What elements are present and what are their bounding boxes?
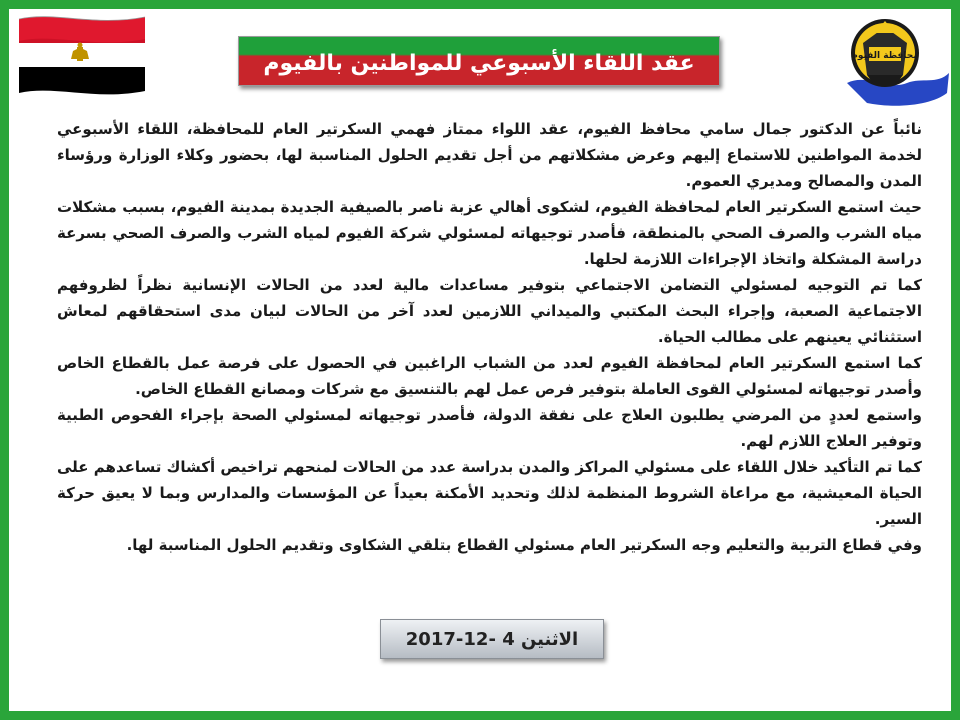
page-frame: [9, 9, 951, 711]
date-badge: [380, 619, 604, 659]
fayoum-governorate-logo: [837, 13, 951, 111]
paragraph: نائباً عن الدكتور جمال سامي محافظ الفيوم، عقد اللواء ممتاز فهمي السكرتير العام للمحافظة، اللقاء الأسبوعي لخدمة المواطنين للاستماع إليهم وعرض مشكلاتهم من أجل تقديم الحلول المناسبة لها، بحضور وكلاء الوزارة ورؤساء المدن والمصالح ومديري العموم.: [57, 120, 922, 190]
paragraph: كما استمع السكرتير العام لمحافظة الفيوم لعدد من الشباب الراغبين في الحصول على فرصة عمل بالقطاع الخاص وأصدر توجيهاته لمسئولي القوى العاملة بتوفير فرص عمل لهم بالتنسيق مع شركات ومصانع القطاع الخاص.: [57, 354, 922, 398]
title-banner: [238, 36, 720, 86]
paragraph: كما تم التوجيه لمسئولي التضامن الاجتماعي بتوفير مساعدات مالية لعدد من الحالات الإنسانية نظراً لظروفهم الاجتماعية الصعبة، وإجراء البحث المكتبي والميداني اللازمين لعدد آخر من الحالات لبيان مدى استحقاقهم لمعاش استثنائي يعينهم على مطالب الحياة.: [57, 276, 922, 346]
paragraph: وفي قطاع التربية والتعليم وجه السكرتير العام مسئولي القطاع بتلقي الشكاوى وتقديم الحلول المناسبة لها.: [126, 536, 922, 554]
paragraph: كما تم التأكيد خلال اللقاء على مسئولي المراكز والمدن بدراسة عدد من الحالات لمنحهم تراخيص أكشاك تساعدهم على الحياة المعيشية، مع مراعاة الشروط المنظمة لذلك وتحديد الأمكنة بعيداً عن المؤسسات والمدارس وبما لا يعيق حركة السير.: [57, 458, 922, 528]
paragraph: واستمع لعددٍ من المرضي يطلبون العلاج على نفقة الدولة، فأصدر توجيهاته لمسئولي الصحة بإجراء الفحوص الطبية وتوفير العلاج اللازم لهم.: [57, 406, 922, 450]
article-body: [57, 116, 922, 558]
paragraph: حيث استمع السكرتير العام لمحافظة الفيوم، لشكوى أهالي عزبة ناصر بالصيفية الجديدة بمدينة الفيوم، بسبب مشكلات مياه الشرب والصرف الصحي بالمنطقة، فأصدر توجيهاته لمسئولي شركة الفيوم لمياه الشرب والصرف الصحي بسرعة دراسة المشكلة واتخاذ الإجراءات اللازمة لحلها.: [57, 198, 922, 268]
page-title: عقد اللقاء الأسبوعي للمواطنين بالفيوم: [263, 50, 695, 76]
date-text: الاثنين 4 -12-2017: [405, 628, 579, 650]
egypt-flag-icon: [15, 9, 150, 105]
svg-text:محافظة الفيوم: محافظة الفيوم: [851, 51, 919, 61]
